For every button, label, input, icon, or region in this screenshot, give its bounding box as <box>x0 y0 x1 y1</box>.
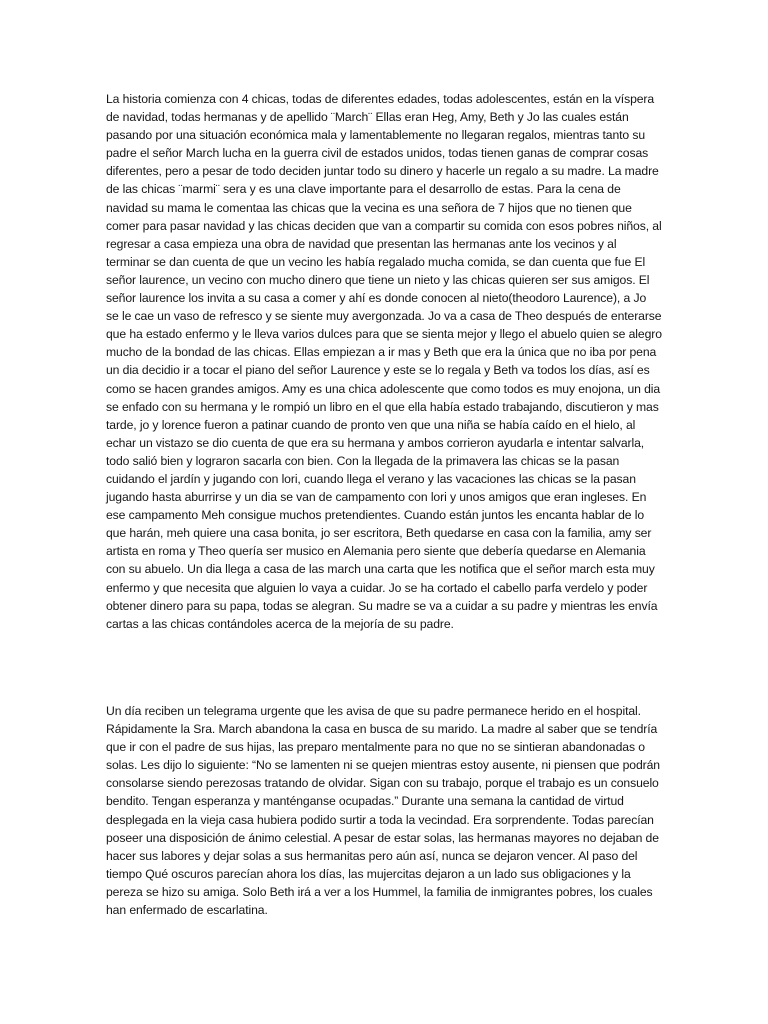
paragraph-text: La historia comienza con 4 chicas, todas de diferentes edades, todas adolescentes, están en la víspera de navidad, todas hermanas y de apellido ¨March¨ Ellas eran Heg, Amy, Beth y Jo las cuales están pasando por una situación económica mala y lamentablemente no llegaran regalos, mientras tanto su padre el señor March lucha en la guerra civil de estados unidos, todas tienen ganas de comprar cosas diferentes, pero a pesar de todo deciden juntar todo su dinero y hacerle un regalo a su madre. La madre de las chicas ¨marmi¨ sera y es una clave importante para el desarrollo de estas. Para la cena de navidad su mama le comentaa las chicas que la vecina es una señora de 7 hijos que no tienen que comer para pasar navidad y las chicas deciden que van a compartir su comida con esos pobres niños, al regresar a casa empieza una obra de navidad que presentan las hermanas ante los vecinos y al terminar se dan cuenta de que un vecino les había regalado mucha comida, se dan cuenta que fue El señor laurence, un vecino con mucho dinero que tiene un nieto y las chicas quieren ser sus amigos. El señor laurence los invita a su casa a comer y ahí es donde conocen al nieto(theodoro Laurence), a Jo se le cae un vaso de refresco y se siente muy avergonzada. Jo va a casa de Theo después de enterarse que ha estado enfermo y le lleva varios dulces para que se sienta mejor y llego el abuelo quien se alegro mucho de la bondad de las chicas. Ellas empiezan a ir mas y Beth que era la única que no iba por pena un dia decidio ir a tocar el piano del señor Laurence y este se lo regala y Beth va todos los días, así es como se hacen grandes amigos. Amy es una chica adolescente que como todos es muy enojona, un dia se enfado con su hermana y le rompió un libro en el que ella había estado trabajando, discutieron y mas tarde, jo y lorence fueron a patinar cuando de pronto ven que una niña se había caído en el hielo, al echar un vistazo se dio cuenta de que era su hermana y ambos corrieron ayudarla e intentar salvarla, todo salió bien y lograron sacarla con bien. Con la llegada de la primavera las chicas se la pasan cuidando el jardín y jugando con lori, cuando llega el verano y las vacaciones las chicas se la pasan jugando hasta aburrirse y un dia se van de campamento con lori y unos amigos que eran ingleses. En ese campamento Meh consigue muchos pretendientes. Cuando están juntos les encanta hablar de lo que harán, meh quiere una casa bonita, jo ser escritora, Beth quedarse en casa con la familia, amy ser artista en roma y Theo quería ser musico en Alemania pero siente que debería quedarse en Alemania con su abuelo. Un dia llega a casa de las march una carta que les notifica que el señor march esta muy enfermo y que necesita que alguien lo vaya a cuidar. Jo se ha cortado el cabello parfa verdelo y poder obtener dinero para su papa, todas se alegran. Su madre se va a cuidar a su padre y mientras les envía cartas a las chicas contándoles acerca de la mejoría de su padre. <box>106 92 662 631</box>
paragraph-1 <box>106 90 662 633</box>
paragraph-text: Un día reciben un telegrama urgente que les avisa de que su padre permanece herido en el hospital. Rápidamente la Sra. March abandona la casa en busca de su marido. La madre al saber que se tendría que ir con el padre de sus hijas, las preparo mentalmente para no que no se sintieran abandonadas o solas. Les dijo lo siguiente: “No se lamenten ni se quejen mientras estoy ausente, ni piensen que podrán consolarse siendo perezosas tratando de olvidar. Sigan con su trabajo, porque el trabajo es un consuelo bendito. Tengan esperanza y manténganse ocupadas.” Durante una semana la cantidad de virtud desplegada en la vieja casa hubiera podido surtir a toda la vecindad. Era sorprendente. Todas parecían poseer una disposición de ánimo celestial. A pesar de estar solas, las hermanas mayores no dejaban de hacer sus labores y dejar solas a sus hermanitas pero aún así, nunca se dejaron vencer. Al paso del tiempo Qué oscuros parecían ahora los días, las mujercitas dejaron a un lado sus obligaciones y la pereza se hizo su amiga. Solo Beth irá a ver a los Hummel, la familia de inmigrantes pobres, los cuales han enfermado de escarlatina. <box>106 704 660 918</box>
paragraph-2 <box>106 702 662 919</box>
